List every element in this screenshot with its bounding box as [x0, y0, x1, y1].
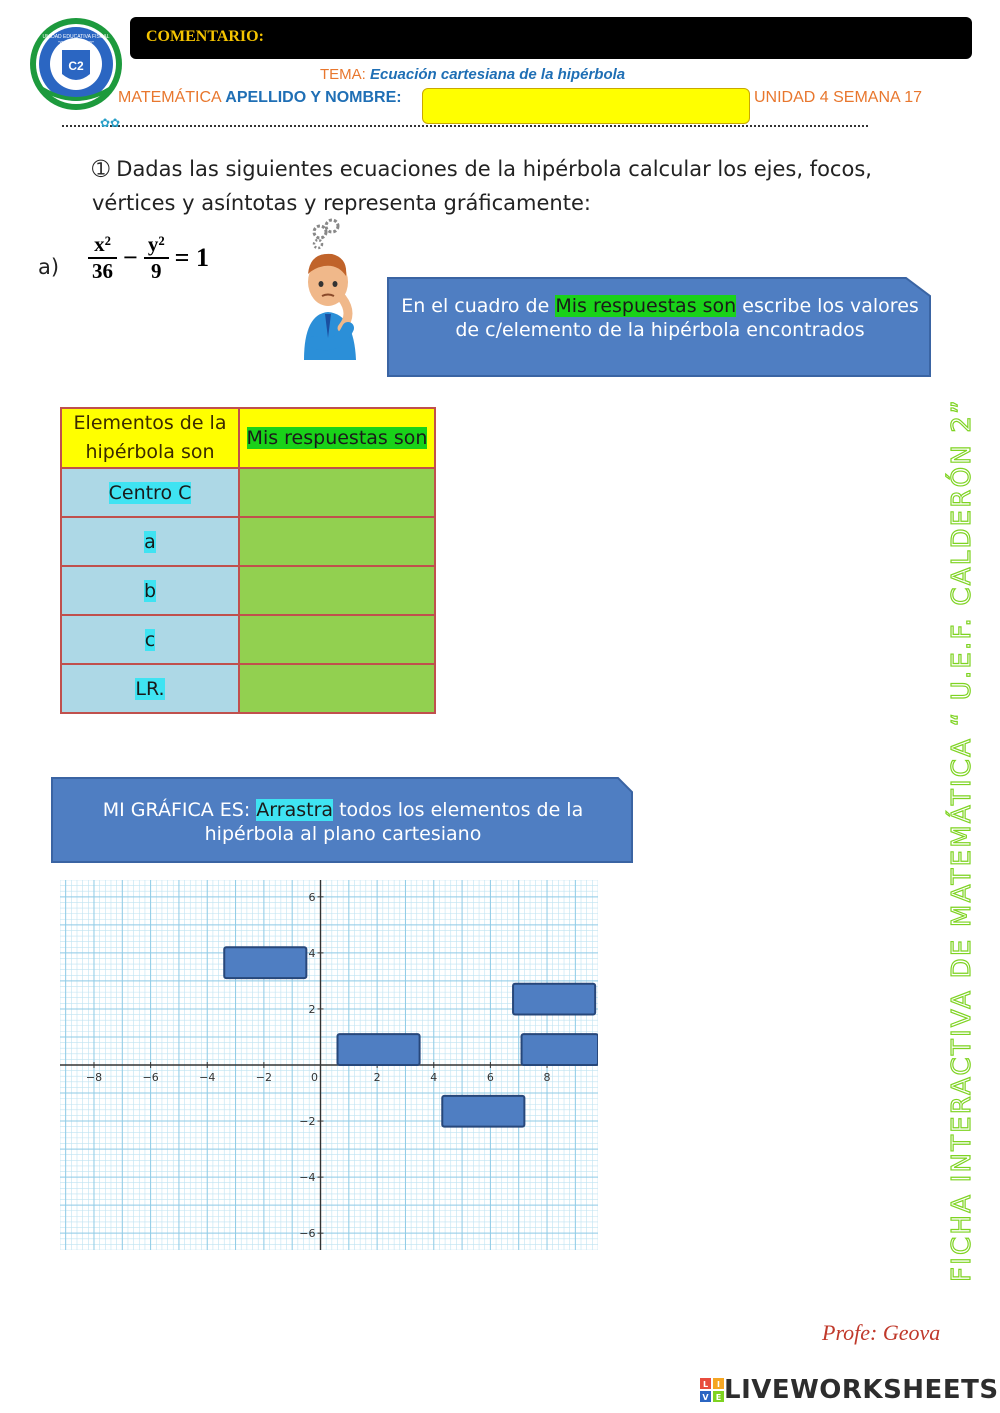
- topic-value: Ecuación cartesiana de la hipérbola: [370, 66, 626, 83]
- row-label: c: [144, 628, 156, 651]
- instruction-callout-2-text: [60, 798, 626, 846]
- side-banner-text: FICHA INTERACTIVA DE MATEMÁTICA “ U.E.F. CALDERÓN 2”: [947, 398, 977, 1282]
- callout2-highlight: Arrastra: [256, 799, 334, 821]
- topic-label: TEMA:: [320, 66, 371, 83]
- logo-letter-i: I: [717, 1380, 720, 1389]
- drop-target-box[interactable]: [337, 1034, 419, 1065]
- callout2-part2: todos los elementos de la hipérbola al plano cartesiano: [204, 799, 584, 845]
- x-tick-label: 0: [311, 1071, 319, 1084]
- row-label: LR.: [135, 677, 165, 700]
- equation-rhs: = 1: [174, 243, 209, 272]
- axes: [60, 880, 598, 1250]
- drop-target-box[interactable]: [442, 1096, 524, 1127]
- denominator-y: 9: [150, 259, 162, 283]
- drop-target-box[interactable]: [513, 984, 595, 1015]
- liveworksheets-logo-icon: [700, 1378, 724, 1402]
- callout2-part1: MI GRÁFICA ES:: [102, 799, 257, 821]
- fraction-x: [88, 232, 117, 284]
- topic-line: [320, 66, 625, 83]
- y-tick-label: 2: [308, 1002, 316, 1016]
- row-label-cell: [61, 664, 239, 713]
- unit-week-label: UNIDAD 4 SEMANA 17: [754, 89, 923, 106]
- answer-input-b[interactable]: [239, 566, 435, 615]
- header-divider: [62, 125, 868, 127]
- header-elements: [61, 408, 239, 468]
- teacher-signature: Profe: Geova: [822, 1320, 941, 1345]
- table-row: [61, 615, 435, 664]
- cartesian-plane: [60, 880, 598, 1250]
- logo-text-top: UNIDAD EDUCATIVA FISCAL: [42, 34, 110, 40]
- answer-input-center[interactable]: [239, 468, 435, 517]
- answer-input-c[interactable]: [239, 615, 435, 664]
- divider-ornament-icon: ✿✿: [100, 116, 121, 130]
- hyperbola-equation: [88, 232, 215, 284]
- table-header-row: [61, 408, 435, 468]
- minus-sign: −: [123, 243, 138, 272]
- logo-letter-e: E: [715, 1393, 722, 1402]
- answers-table: [60, 407, 436, 714]
- drop-target-box[interactable]: [522, 1034, 598, 1065]
- row-label-cell: [61, 615, 239, 664]
- drop-target-box[interactable]: [224, 947, 306, 978]
- header-answers-label: Mis respuestas son: [246, 426, 428, 449]
- denominator-x: 36: [92, 259, 113, 283]
- y-tick-label: −2: [299, 1115, 316, 1129]
- callout1-part2: escribe los valores de c/elemento de la hipérbola encontrados: [455, 295, 919, 341]
- question-text: ➀ Dadas las siguientes ecuaciones de la hipérbola calcular los ejes, focos, vértices y asíntotas y representa gráficamente:: [92, 157, 872, 215]
- y-tick-label: 6: [308, 890, 316, 904]
- callout1-part1: En el cuadro de: [401, 295, 556, 317]
- comment-label: COMENTARIO:: [146, 28, 264, 45]
- x-tick-label: 4: [430, 1071, 438, 1084]
- school-logo: [24, 16, 128, 112]
- row-label: Centro C: [108, 481, 192, 504]
- table-row: [61, 468, 435, 517]
- x-tick-label: 8: [543, 1071, 551, 1084]
- table-row: [61, 664, 435, 713]
- subject-label: MATEMÁTICA: [118, 89, 226, 106]
- side-banner: [944, 160, 980, 1285]
- x-tick-label: −2: [255, 1071, 272, 1084]
- x-tick-label: −8: [85, 1071, 103, 1084]
- answer-input-lr[interactable]: [239, 664, 435, 713]
- row-label-cell: [61, 517, 239, 566]
- subject-line: [118, 89, 402, 107]
- logo-badge: C2: [68, 59, 84, 73]
- y-tick-label: −4: [299, 1171, 316, 1185]
- gears-icon: [314, 220, 338, 248]
- name-input[interactable]: [422, 88, 750, 124]
- liveworksheets-text: LIVEWORKSHEETS: [724, 1375, 999, 1405]
- answer-input-a[interactable]: [239, 517, 435, 566]
- logo-letter-v: V: [702, 1393, 709, 1402]
- callout1-highlight: Mis respuestas son: [555, 295, 737, 317]
- row-label: b: [143, 579, 157, 602]
- x-tick-label: −4: [199, 1071, 216, 1084]
- instruction-callout-1-text: [400, 294, 920, 342]
- logo-letter-l: L: [702, 1380, 709, 1389]
- item-label: a): [38, 255, 60, 279]
- table-row: [61, 517, 435, 566]
- fraction-y: [144, 232, 169, 284]
- x-tick-label: −6: [142, 1071, 159, 1084]
- y-tick-label: −6: [299, 1227, 316, 1241]
- row-label-cell: [61, 566, 239, 615]
- logo-text-mid: "CALDERÓN 2": [58, 41, 94, 47]
- header-answers: [239, 408, 435, 468]
- numerator-x: x²: [88, 232, 117, 259]
- x-tick-label: 2: [373, 1071, 381, 1084]
- thinking-person-illustration: [298, 218, 380, 360]
- x-tick-label: 6: [486, 1071, 494, 1084]
- liveworksheets-brand[interactable]: [700, 1375, 999, 1405]
- numerator-y: y²: [144, 232, 169, 259]
- name-label: APELLIDO Y NOMBRE:: [225, 89, 402, 106]
- y-tick-label: 4: [308, 946, 316, 960]
- row-label: a: [144, 530, 156, 553]
- row-label-cell: [61, 468, 239, 517]
- table-row: [61, 566, 435, 615]
- header-elements-label: Elementos de la hipérbola son: [73, 412, 227, 463]
